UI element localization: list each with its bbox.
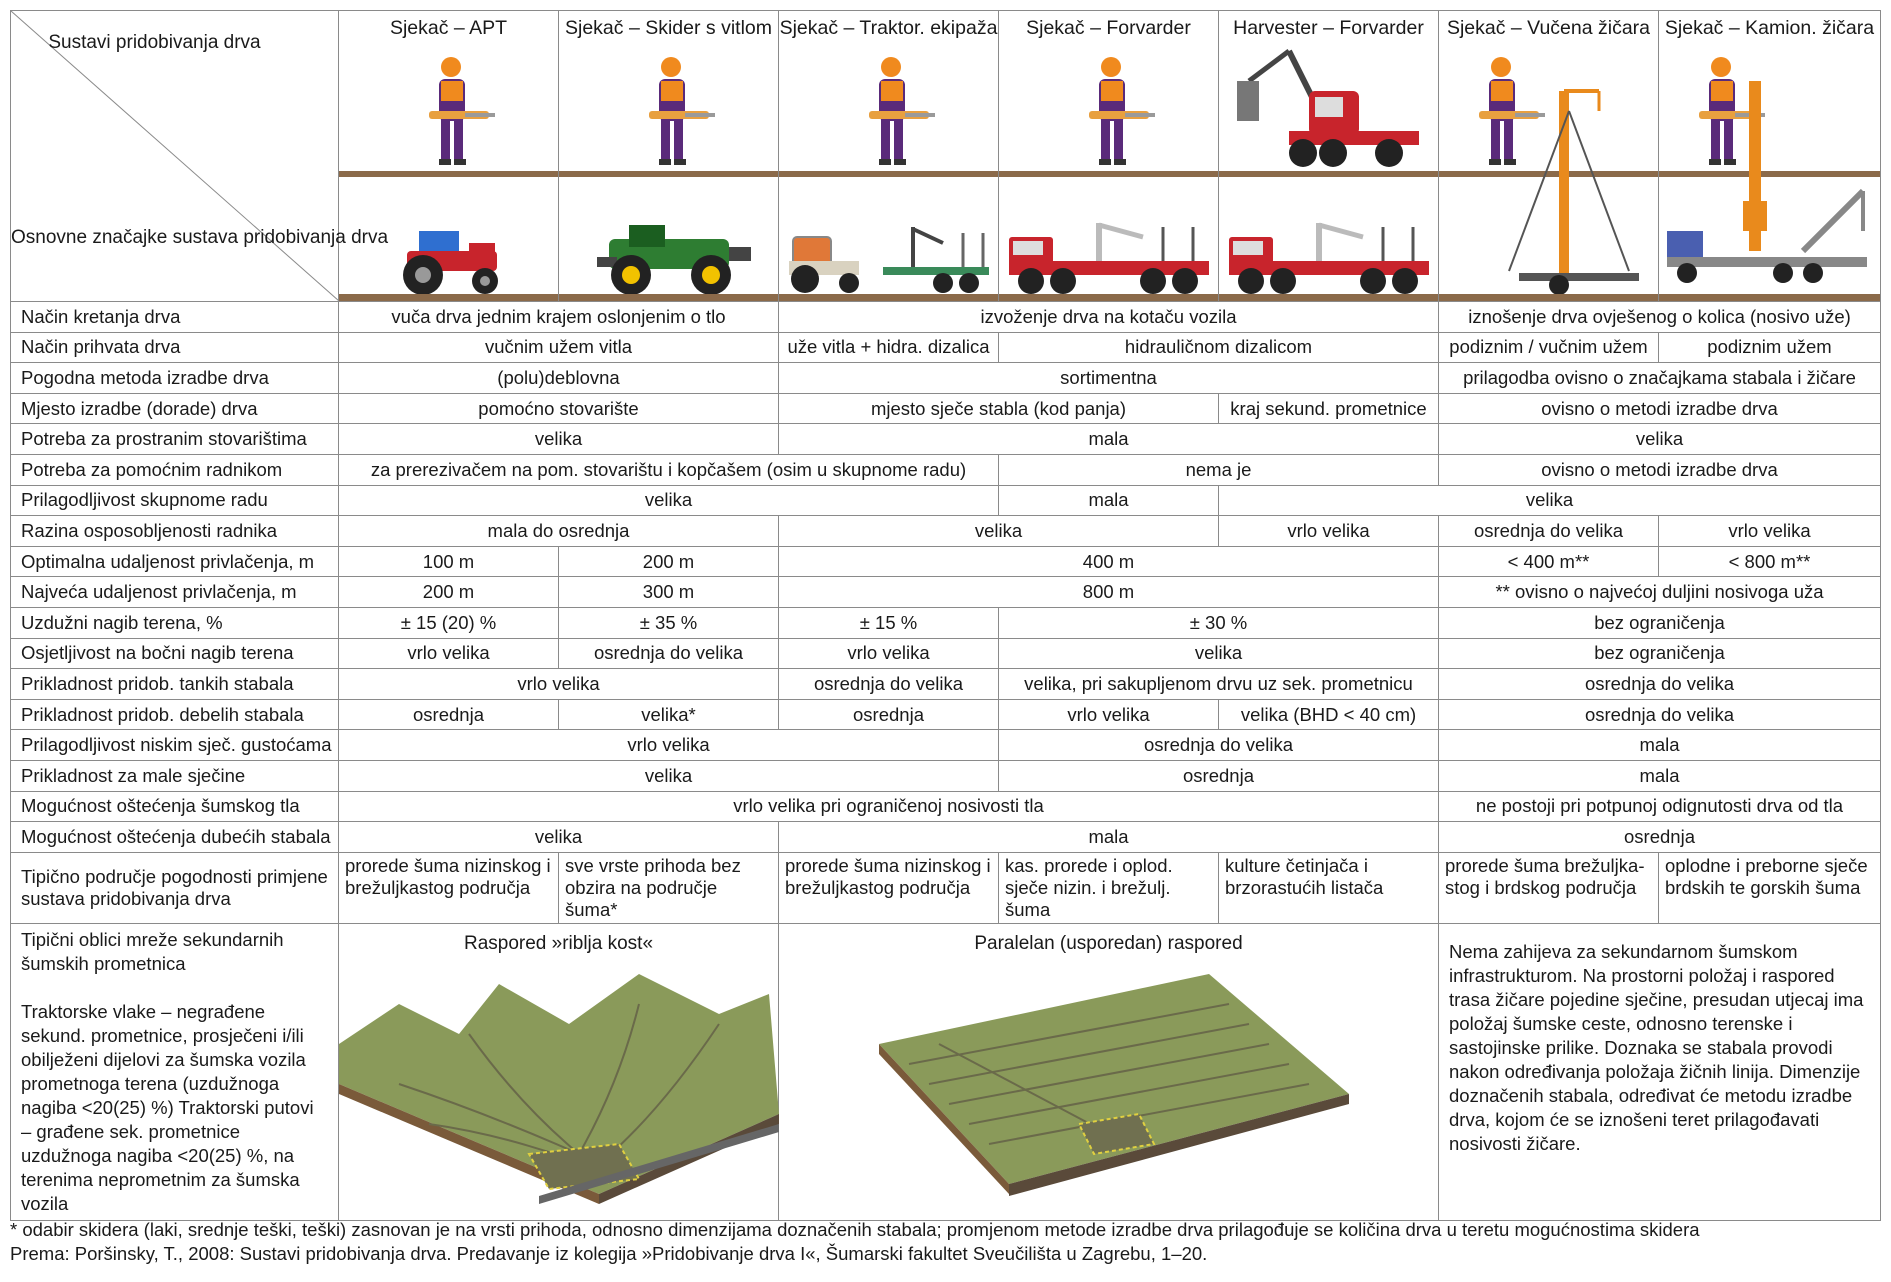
table-row: [11, 791, 1881, 822]
table-cell: pomoćno stovarište: [339, 393, 779, 424]
table-cell: prilagodba ovisno o značajkama stabala i žičare: [1439, 363, 1881, 394]
table-cell: osrednja: [1439, 822, 1881, 853]
systems-table: [10, 10, 1881, 1221]
table-cell: osrednja do velika: [1439, 699, 1881, 730]
row-label: Pogodna metoda izradbe drva: [11, 363, 339, 394]
row-label: Osjetljivost na bočni nagib terena: [11, 638, 339, 669]
table-cell: mala do osrednja: [339, 516, 779, 547]
table-cell: mala: [779, 424, 1439, 455]
row-label: Mogućnost oštećenja šumskog tla: [11, 791, 339, 822]
table-cell: ** ovisno o najvećoj duljini nosivoga uža: [1439, 577, 1881, 608]
table-cell: osrednja: [779, 699, 999, 730]
table-row: [11, 607, 1881, 638]
parallel-title: Paralelan (usporedan) raspored: [974, 932, 1243, 954]
col-title-2: Sjekač – Skider s vitlom: [565, 17, 772, 39]
col-title-6: Sjekač – Vučena žičara: [1446, 17, 1651, 39]
table-cell: za prerezivačem na pom. stovarištu i kopčašem (osim u skupnome radu): [339, 454, 999, 485]
truck-yarder-icon: [1663, 51, 1879, 301]
row-label: Prikladnost pridob. tankih stabala: [11, 669, 339, 700]
row-label: Tipično područje pogodnosti primjene sustava pridobivanja drva: [11, 852, 339, 923]
table-cell: ± 30 %: [999, 607, 1439, 638]
table-cell: bez ograničenja: [1439, 638, 1881, 669]
table-cell: mala: [779, 822, 1439, 853]
table-row: [11, 485, 1881, 516]
table-cell: 200 m: [559, 546, 779, 577]
forwarder-icon: [1223, 217, 1435, 297]
row-label: Potreba za prostranim stovarištima: [11, 424, 339, 455]
row-label: Najveća udaljenost privlačenja, m: [11, 577, 339, 608]
table-row: [11, 822, 1881, 853]
worker-icon: [629, 53, 719, 171]
col-title-7: Sjekač – Kamion. žičara: [1664, 17, 1875, 39]
table-cell: 400 m: [779, 546, 1439, 577]
row-label: Prikladnost za male sječine: [11, 760, 339, 791]
table-cell: vrlo velika: [339, 638, 559, 669]
table-cell: ± 15 (20) %: [339, 607, 559, 638]
header-row: [11, 11, 1881, 302]
cable-text: Nema zahijeva za sekundarnom šumskom infrastrukturom. Na prostorni položaj i raspored trasa žičare pojedine sječine, presudan utjecaj ima položaj šumske ceste, odnosno terenske i sastojinske prilike. Doznaka se stabala provodi nakon određivanja položaja žičnih linija. Dimenzije doznačenih stabala, određivat će metodu izradbe drva, kojom će se iznošeni teret prilagođavati nosivosti žičare.: [1449, 940, 1864, 1154]
table-cell: osrednja do velika: [999, 730, 1439, 761]
table-cell: vrlo velika: [779, 638, 999, 669]
fishbone-terrain-diagram: [339, 964, 779, 1204]
table-cell: oplodne i preborne sječe brdskih te gorskih šuma: [1659, 852, 1881, 923]
parallel-terrain-diagram: [879, 974, 1349, 1204]
table-row: [11, 302, 1881, 333]
row-label: Mogućnost oštećenja dubećih stabala: [11, 822, 339, 853]
table-cell: ± 15 %: [779, 607, 999, 638]
table-cell: izvoženje drva na kotaču vozila: [779, 302, 1439, 333]
tractor-icon: [389, 221, 509, 297]
table-cell: kas. prorede i oplod. sječe nizin. i brežulj. šuma: [999, 852, 1219, 923]
table-cell: ovisno o metodi izradbe drva: [1439, 393, 1881, 424]
footnote-source: Prema: Poršinsky, T., 2008: Sustavi pridobivanja drva. Predavanje iz kolegija »Pridobivanje drva I«, Šumarski fakultet Sveučilišta u Zagrebu, 1–20.: [10, 1243, 1208, 1264]
network-label-title: Tipični oblici mreže sekundarnih šumskih prometnica: [21, 928, 284, 974]
table-row: [11, 363, 1881, 394]
col-header-3: [779, 11, 999, 302]
table-cell: 200 m: [339, 577, 559, 608]
table-cell: velika: [779, 516, 1219, 547]
table-row: [11, 638, 1881, 669]
table-cell: ne postoji pri potpunoj odignutosti drva od tla: [1439, 791, 1881, 822]
worker-icon: [1069, 53, 1159, 171]
col-title-5: Harvester – Forvarder: [1233, 17, 1424, 39]
skidder-icon: [589, 219, 759, 297]
ground-line: [559, 171, 778, 177]
ground-line: [1659, 294, 1880, 301]
table-cell: iznošenje drva ovješenog o kolica (nosivo uže): [1439, 302, 1881, 333]
row-label: Način kretanja drva: [11, 302, 339, 333]
col-header-7: [1659, 11, 1881, 302]
network-label-body: Traktorske vlake – negrađene sekund. prometnice, prosječeni i/ili obilježeni dijelovi za šumska vozila prometnoga terena (uzdužnoga nagiba <20(25) %) Traktorski putovi – građene sek. prometnice uzdužnoga nagiba <20(25) %, na terenima neprometnim za šumska vozila: [21, 1000, 314, 1214]
table-cell: velika: [339, 424, 779, 455]
table-cell: osrednja: [339, 699, 559, 730]
col-header-5: [1219, 11, 1439, 302]
table-cell: vrlo velika: [339, 730, 999, 761]
table-cell: prorede šuma nizinskog i brežuljkastog područja: [339, 852, 559, 923]
col-title-3: Sjekač – Traktor. ekipaža: [779, 17, 998, 39]
table-row: [11, 516, 1881, 547]
col-header-4: [999, 11, 1219, 302]
col-title-1: Sjekač – APT: [389, 17, 508, 39]
table-row: [11, 760, 1881, 791]
corner-cell: [11, 11, 389, 302]
table-row: [11, 332, 1881, 363]
table-cell: 300 m: [559, 577, 779, 608]
table-cell: velika: [1219, 485, 1881, 516]
row-label: Način prihvata drva: [11, 332, 339, 363]
table-cell: velika: [999, 638, 1439, 669]
row-label: Potreba za pomoćnim radnikom: [11, 454, 339, 485]
harvester-icon: [1229, 41, 1429, 171]
table-cell: mala: [1439, 760, 1881, 791]
row-label: Prikladnost pridob. debelih stabala: [11, 699, 339, 730]
table-cell: vrlo velika: [999, 699, 1219, 730]
ground-line: [999, 294, 1218, 301]
table-cell: vrlo velika: [339, 669, 779, 700]
ground-line: [999, 171, 1218, 177]
fishbone-cell: [339, 923, 779, 1220]
table-cell: velika: [339, 822, 779, 853]
table-cell: velika: [339, 485, 999, 516]
table-cell: velika: [339, 760, 999, 791]
ground-line: [1219, 294, 1438, 301]
table-row: [11, 546, 1881, 577]
worker-icon: [849, 53, 939, 171]
row-label: Razina osposobljenosti radnika: [11, 516, 339, 547]
corner-top-label: Sustavi pridobivanja drva: [48, 32, 261, 53]
cable-cell: [1439, 923, 1881, 1220]
row-label: Prilagodljivost skupnome radu: [11, 485, 339, 516]
table-row: [11, 730, 1881, 761]
table-cell: uže vitla + hidra. dizalica: [779, 332, 999, 363]
table-row: [11, 699, 1881, 730]
ground-line: [779, 171, 998, 177]
table-cell: podiznim užem: [1659, 332, 1881, 363]
table-cell: vrlo velika: [1219, 516, 1439, 547]
table-cell: bez ograničenja: [1439, 607, 1881, 638]
table-row: [11, 577, 1881, 608]
table-cell: prorede šuma nizinskog i brežuljkastog područja: [779, 852, 999, 923]
parallel-cell: [779, 923, 1439, 1220]
table-cell: velika*: [559, 699, 779, 730]
col-title-4: Sjekač – Forvarder: [1026, 17, 1191, 39]
row-label: Uzdužni nagib terena, %: [11, 607, 339, 638]
table-cell: velika: [1439, 424, 1881, 455]
table-row: [11, 454, 1881, 485]
row-label: Mjesto izradbe (dorade) drva: [11, 393, 339, 424]
tractor-trailer-icon: [783, 223, 995, 297]
col-header-2: [559, 11, 779, 302]
table-row: [11, 393, 1881, 424]
table-cell: ± 35 %: [559, 607, 779, 638]
table-cell: osrednja do velika: [559, 638, 779, 669]
ground-line: [779, 294, 998, 301]
table-cell: < 400 m**: [1439, 546, 1659, 577]
corner-bottom-label: Osnovne značajke sustava pridobivanja drva: [11, 227, 389, 248]
col-header-1: [339, 11, 559, 302]
row-label: Prilagodljivost niskim sječ. gustoćama: [11, 730, 339, 761]
table-cell: mala: [1439, 730, 1881, 761]
network-label-cell: [11, 923, 339, 1220]
table-cell: osrednja do velika: [1439, 669, 1881, 700]
ground-line: [559, 294, 778, 301]
systems-table-sheet: [10, 10, 1880, 1264]
fishbone-title: Raspored »riblja kost«: [463, 932, 654, 954]
ground-line: [339, 294, 558, 301]
table-cell: osrednja do velika: [779, 669, 999, 700]
network-row: [11, 923, 1881, 1220]
table-cell: (polu)deblovna: [339, 363, 779, 394]
table-row: [11, 424, 1881, 455]
worker-icon: [409, 53, 499, 171]
table-cell: vuča drva jednim krajem oslonjenim o tlo: [339, 302, 779, 333]
table-cell: vučnim užem vitla: [339, 332, 779, 363]
table-cell: hidrauličnom dizalicom: [999, 332, 1439, 363]
table-cell: < 800 m**: [1659, 546, 1881, 577]
table-row: [11, 669, 1881, 700]
col-header-6: [1439, 11, 1659, 302]
table-cell: kulture četinjača i brzorastućih listača: [1219, 852, 1439, 923]
towed-yarder-icon: [1479, 51, 1659, 301]
table-cell: osrednja: [999, 760, 1439, 791]
forwarder-icon: [1003, 217, 1215, 297]
table-cell: mjesto sječe stabla (kod panja): [779, 393, 1219, 424]
table-cell: nema je: [999, 454, 1439, 485]
table-cell: sve vrste prihoda bez obzira na područje šuma*: [559, 852, 779, 923]
table-cell: velika, pri sakupljenom drvu uz sek. prometnicu: [999, 669, 1439, 700]
table-cell: 100 m: [339, 546, 559, 577]
table-cell: podiznim / vučnim užem: [1439, 332, 1659, 363]
table-cell: velika (BHD < 40 cm): [1219, 699, 1439, 730]
table-cell: kraj sekund. prometnice: [1219, 393, 1439, 424]
table-cell: sortimentna: [779, 363, 1439, 394]
footnotes: [10, 1218, 1880, 1266]
table-cell: ovisno o metodi izradbe drva: [1439, 454, 1881, 485]
ground-line: [339, 171, 558, 177]
table-cell: mala: [999, 485, 1219, 516]
ground-line: [1219, 171, 1438, 177]
table-cell: prorede šuma brežuljka-stog i brdskog područja: [1439, 852, 1659, 923]
table-cell: vrlo velika pri ograničenoj nosivosti tla: [339, 791, 1439, 822]
table-cell: osrednja do velika: [1439, 516, 1659, 547]
table-cell: vrlo velika: [1659, 516, 1881, 547]
table-cell: 800 m: [779, 577, 1439, 608]
footnote-skidder: * odabir skidera (laki, srednje teški, teški) zasnovan je na vrsti prihoda, odnosno dimenzijama doznačenih stabala; promjenom metode izradbe drva prilagođuje se količina drva u teretu mogućnostima skidera: [10, 1219, 1700, 1240]
table-row: [11, 852, 1881, 923]
row-label: Optimalna udaljenost privlačenja, m: [11, 546, 339, 577]
ground-line: [1439, 294, 1658, 301]
